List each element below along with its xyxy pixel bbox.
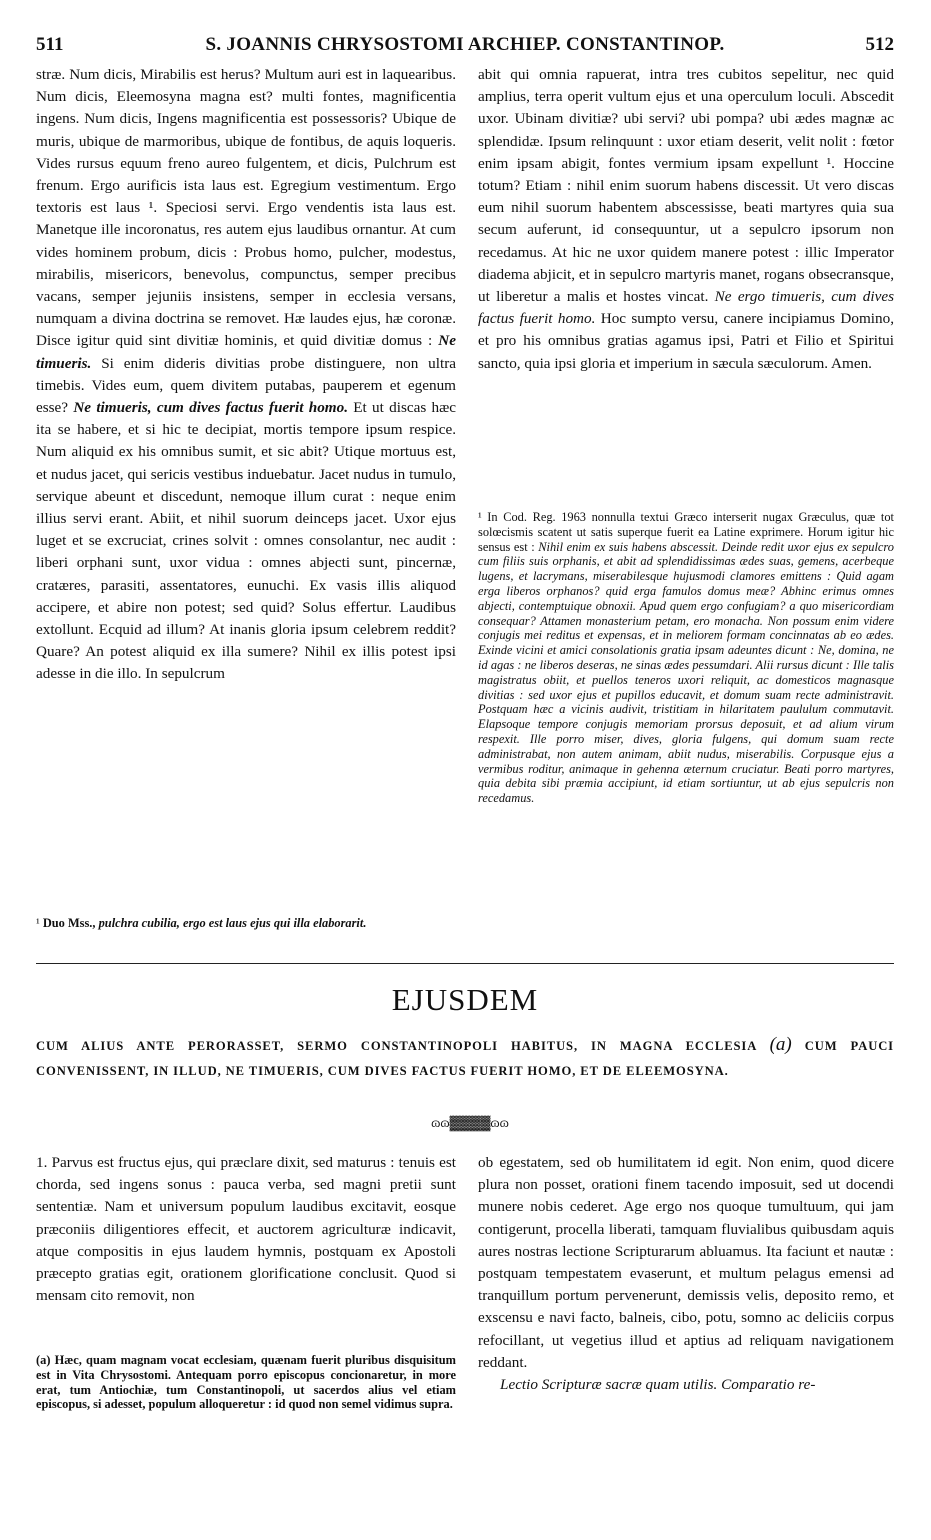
page-number-right: 512 xyxy=(865,34,894,55)
right-column-footnote xyxy=(478,510,894,806)
section-title: EJUSDEM xyxy=(391,982,539,1017)
left-column-footnote xyxy=(36,916,456,931)
body-paragraph: 1. Parvus est fructus ejus, qui præclare dixit, sed maturus : tenuis est chorda, sed ingens sonus : pauca verba, sed magni pretii sunt sententiæ. Nam et universum populum laudibus excitavit, eosque præconiis diligentiores effecit, et auctorem agriculturæ indicavit, atque compositis in ejus laudem hymnis, postquam ex Apostoli præcepto gratias egit, orationem glorificatione conclusit. Quod si mensam cito removit, non xyxy=(36,1154,456,1305)
section-subtitle: CUM ALIUS ANTE PERORASSET, SERMO CONSTANTINOPOLI HABITUS, IN MAGNA ECCLESIA (a) CUM PAUCI CONVENISSENT, IN ILLUD, NE TIMUERIS, CUM DIVES FACTUS FUERIT HOMO, ET DE ELEEMOSYNA. xyxy=(36,1034,894,1078)
right-column-top xyxy=(478,64,894,375)
running-header xyxy=(36,34,894,60)
body-paragraph: abit qui omnia rapuerat, intra tres cubitos sepelitur, nec quid amplius, terra operit vultum ejus et una operculum loculi. Abscedit uxor. Ubinam divitiæ? ubi servi? ubi pompa? ubi ædes magnæ ac splendidæ. Ipsum relinquunt : uxor etiam deserit, velit nolit : fœtor enim ipsam abigit, fontes vermium ipsam expellunt ¹. Hoccine totum? Etiam : nihil enim suorum habens discessit. Ut vero discas eum nihil suorum habentem abscessisse, beati martyres quia sua secum auferunt, id consequuntur, ut a sepulcro ipsorum non recedamus. At hic ne uxor quidem manere potest : illic Imperator diadema abjicit, et in sepulcro martyris manet, rogans obsecransque, ut liberetur a malis et hostes vincat. Ne ergo timueris, cum dives factus fuerit homo. Hoc sumpto versu, canere incipiamus Domino, et pro his omnibus gratias agamus ipsi, Patri et Filio et Spiritui sancto, quia ipsi gloria et imperium in sæcula sæculorum. Amen. xyxy=(478,66,895,372)
footnote: (a) Hæc, quam magnam vocat ecclesiam, quænam fuerit pluribus disquisitum est in Vita Chrysostomi. Antequam porro episcopus concionaretur, in more erat, tum Antiochiæ, tum Constantinopoli, ut sacerdos alius vel etiam episcopus, si adesset, populum alloqueretur : id quod non semel vidimus supra. xyxy=(36,1353,456,1412)
ornament-divider: ɷɷ▓▓▓▓ɷɷ xyxy=(431,1116,509,1131)
page-number-left: 511 xyxy=(36,34,64,55)
left-column-bottom xyxy=(36,1152,456,1307)
body-paragraph: stræ. Num dicis, Mirabilis est herus? Multum auri est in laquearibus. Num dicis, Eleemosyna magna est? multi fontes, magnificentia ingens. Num dicis, Ingens magnificentia est possessoris? Ubique de muris, ubique de marmoribus, ubique de fontibus, de aquis loqueris. Vides rursus equum freno aureo fulgentem, et dicis, Pulchrum est frenum. Ergo aurificis ista laus est. Egregium vestimentum. Ergo textoris est laus ¹. Speciosi servi. Ergo vendentis ista laus est. Manetque ille incoronatus, res autem ejus laudibus ornantur. At cum vides hominem probum, dicis : Probus homo, pulcher, modestus, mirabilis, misericors, benevolus, compunctus, semper precibus vacans, semper jejuniis insistens, semper in ecclesia versans, numquam a divina doctrina se removet. Hæ laudes ejus, hæ coronæ. Disce igitur quid sint divitiæ hominis, et quid divitiæ domus : Ne timueris. Si enim dideris divitias probe distinguere, non ultra timebis. Vides eum, quem divitem putabas, pauperem et egenum esse? Ne timueris, cum dives factus fuerit homo. Et ut discas hæc ita se habere, et si hic te decipiat, mortis tempore ipsum respice. Num aliquid ex his omnibus sumit, et sic abit? Utique mortuus est, et nudus jacet, qui sericis vestibus induebatur. Jacet nudus in tumulo, servique abeunt et discedunt, nemoque illum curat : neque enim illius servi erant. Abiit, et nihil suorum deinceps jacet. Uxor ejus luget et se excruciat, crines solvit : omnes consolantur, nec audit : liberi orphani sunt, uxor vidua : omnes abjecti sunt, pincernæ, cratæres, parasiti, assentatores, eunuchi. Ex vasis illis aliquod accipere, et abire non potest; sed quid? Solus effertur. Laudibus extollunt. Ecquid ad illum? At inanis gloria ipsum celebrem reddit? Quare? An potest aliquid ex illa sumere? Nihil ex illis potest ipsi adesse in die illo. In sepulcrum xyxy=(36,66,457,683)
section-divider xyxy=(36,963,894,964)
left-column-bottom-footnote xyxy=(36,1353,456,1412)
right-column-bottom xyxy=(478,1152,894,1396)
body-paragraph: ob egestatem, sed ob humilitatem id egit. Non enim, quod dicere plura non posset, orationi finem tacendo imposuit, sed ut docendi munere nobis cederet. Age ergo nos quoque tumultuum, qui jam contigerunt, procella liberati, tamquam fluvialibus quibusdam aquis aures nostras lectione Scripturarum abluamus. Ita faciunt et nautæ : postquam tempestatem evaserunt, et multum pelagus emensi ad tranquillum portum pervenerunt, demissis velis, deposito remo, et exscensu e navi facto, balneis, cibo, potu, somno ac deliciis corpus refocillant, ut vegetius illud et aptius ad reliquam navigationem reddant. xyxy=(478,1154,894,1371)
left-column-top xyxy=(36,64,456,686)
section-heading-italic: Lectio Scripturæ sacræ quam utilis. Comparatio re- xyxy=(500,1376,816,1394)
footnote: ¹ Duo Mss., pulchra cubilia, ergo est laus ejus qui illa elaborarit. xyxy=(36,916,367,930)
footnote: ¹ In Cod. Reg. 1963 nonnulla textui Græco interserit nugax Græculus, quæ tot solœcismis scatent ut satis superque fuerit ea Latine exprimere. Horum igitur hic sensus est : Nihil enim ex suis habens abscessit. Deinde redit uxor ejus ex sepulcro cum filiis suis orphanis, et abit ad splendidissimas ædes suas, gemens, acerbeque lugens, et lacrymans, miserabilesque hujusmodi clamores emittens : Quid agam erga liberos orphanos? quid erga famulos domus meæ? Abhinc erimus omnes abjecti, contemptuique obnoxii. Apud quem ergo confugiam? a quo misericordiam consequar? Attamen monasterium petam, ero monacha. Non possum enim videre conjugis mei reditus et expensas, et in meliorem formam concinnatas ab eo ædes. Exinde vicini et amici consolationis gratia ipsam adeuntes dicunt : Ne, domina, ne id agas : ne liberos deseras, ne sinas ædes pessumdari. Alii rursus dicunt : Ille talis magistratus obiit, et puellos teneros uxori reliquit, ac domesticos magnasque divitias : sed uxor ejus et pupillos educavit, et domum suam recte administravit. Postquam hæc a vicinis audivit, tristitiam in hilaritatem paululum commutavit. Elapsoque tempore conjugis memoriam prorsus deposuit, et ad alium virum respexit. Ille porro miser, dives, gloria fulgens, qui domum suam recte administrabat, non autem animam, abiit nudus, miserabilis. Corpusque ejus a vermibus roditur, animaque in gehenna æternum cruciatur. Beati porro martyres, quia debita sibi præmia accipiunt, id etiam sortiuntur, ut ab ejus sepulcris non recedamus. xyxy=(478,510,894,806)
running-title: S. JOANNIS CHRYSOSTOMI ARCHIEP. CONSTANTINOP. xyxy=(205,34,725,55)
